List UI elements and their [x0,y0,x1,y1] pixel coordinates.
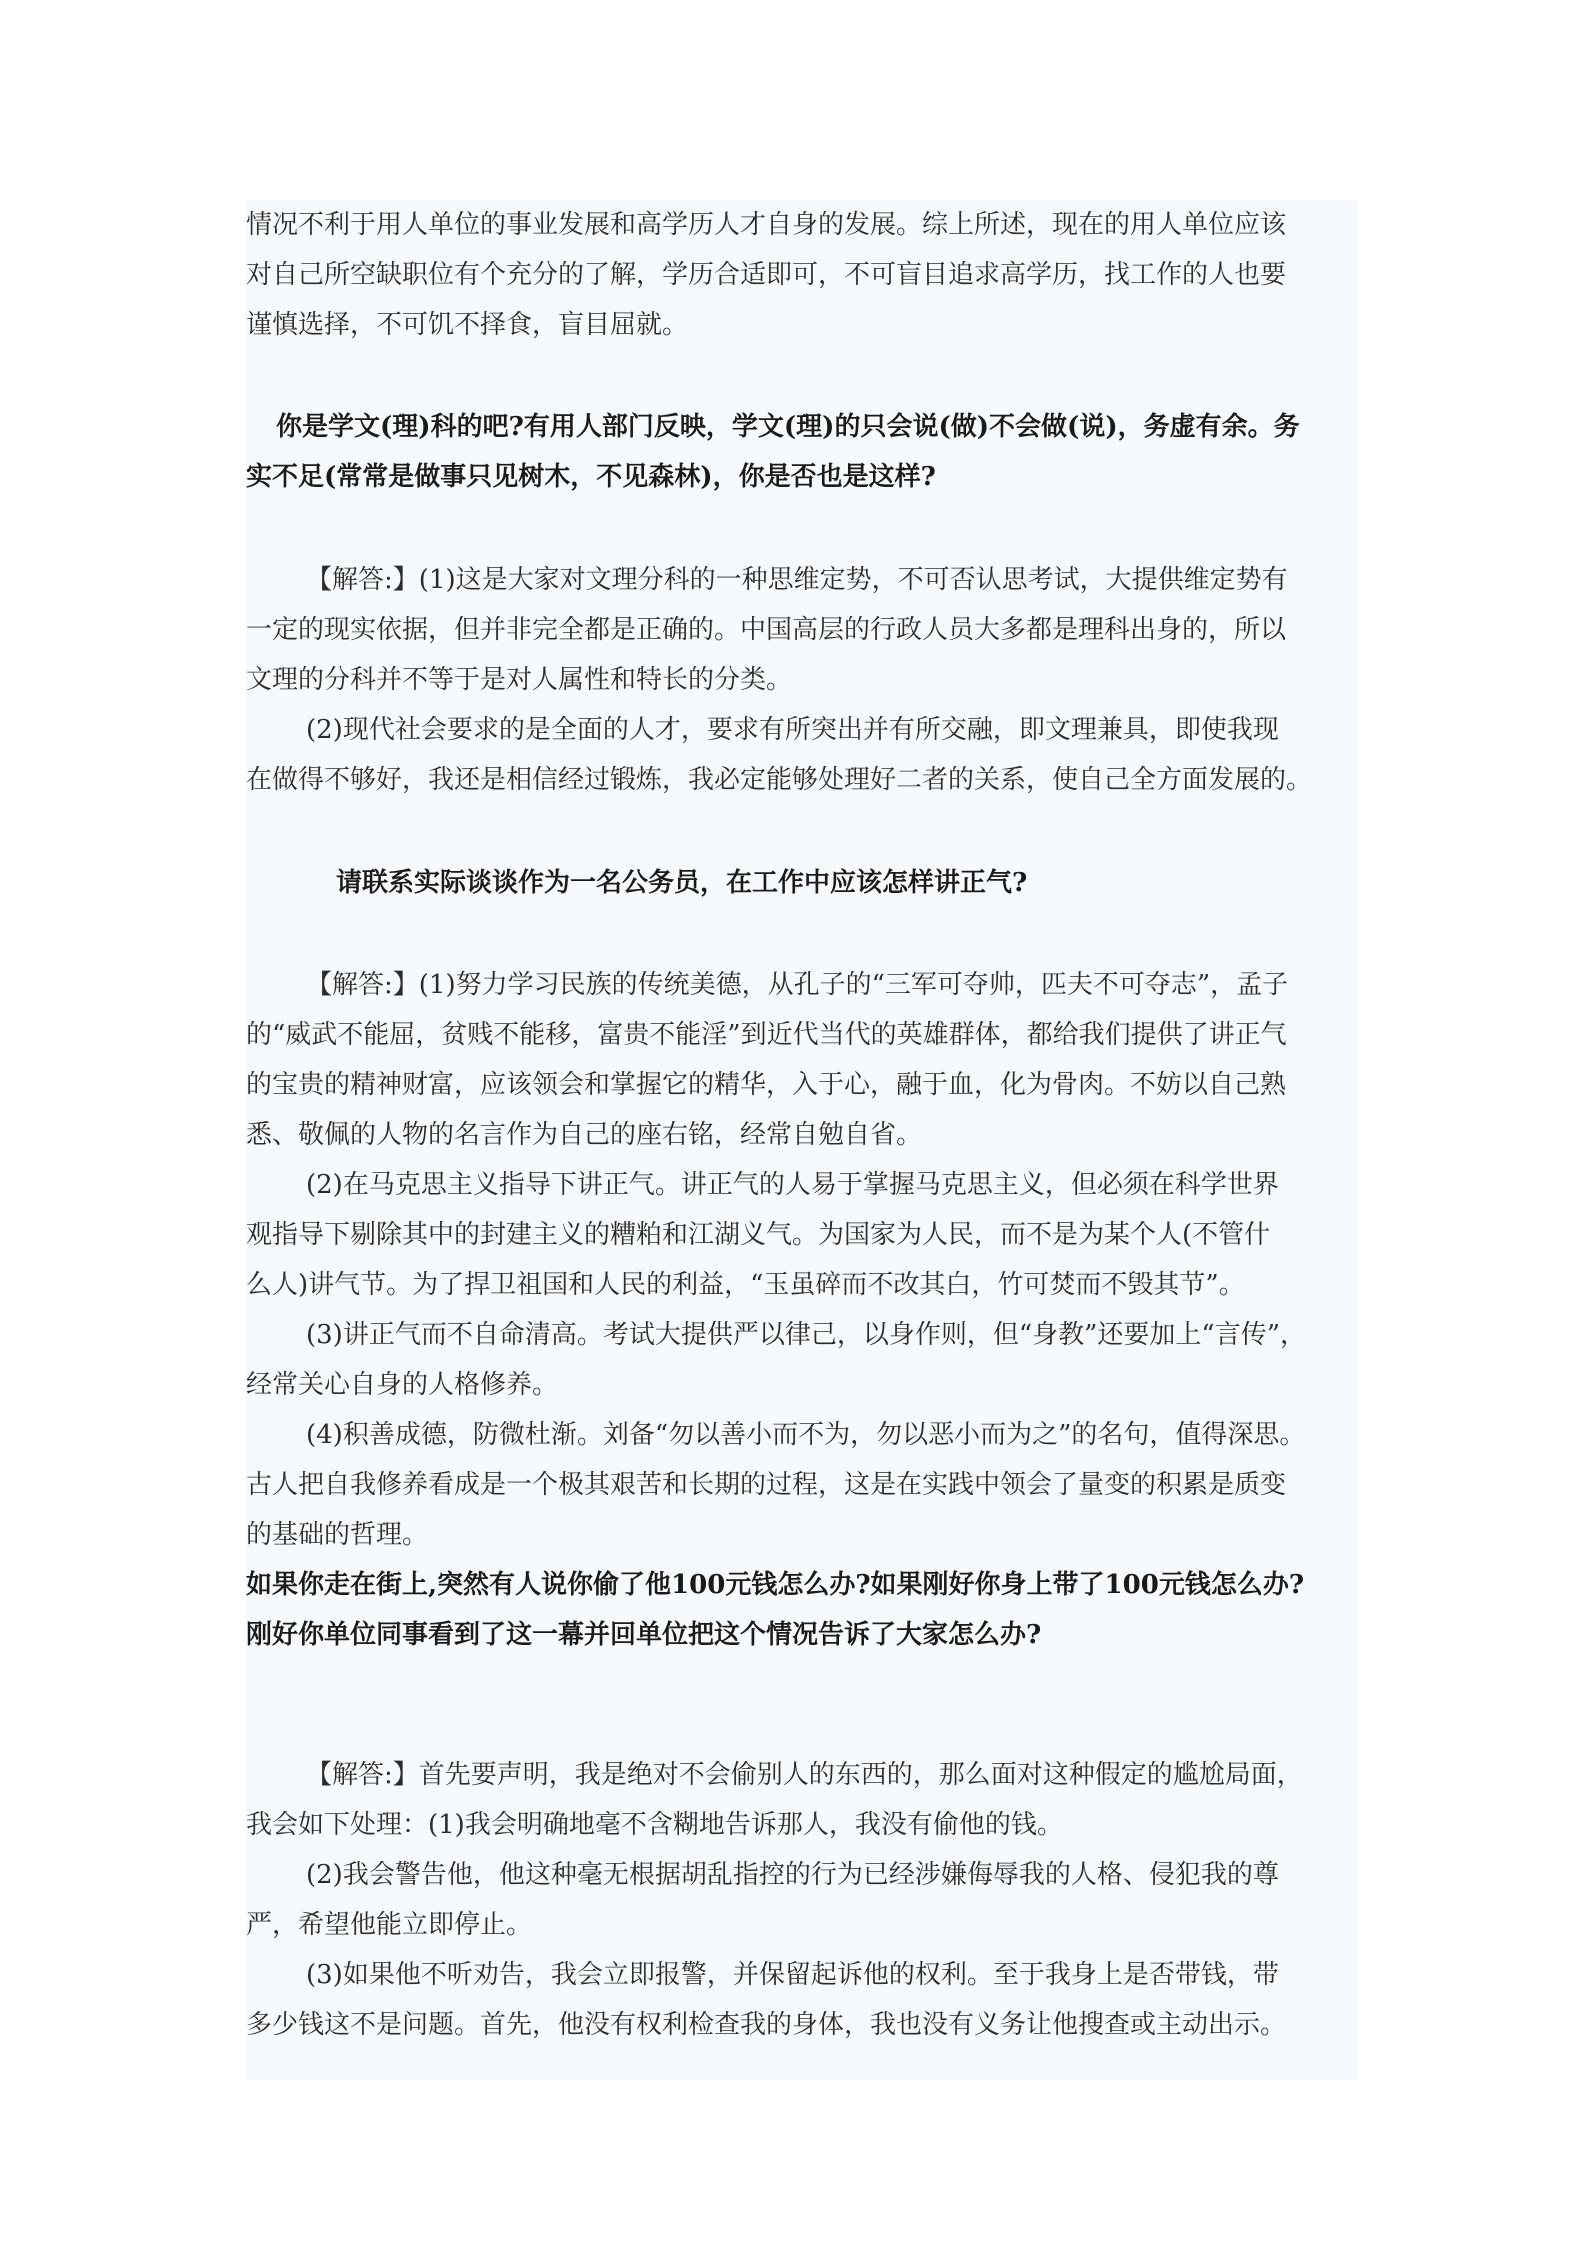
question-1 [246,402,1358,502]
answer-line: 【解答:】首先要声明，我是绝对不会偷别人的东西的，那么面对这种假定的尴尬局面， [306,1760,1303,1790]
text-line: 谨慎选择，不可饥不择食，盲目屈就。 [246,310,689,340]
answer-line: 【解答:】(1)这是大家对文理分科的一种思维定势，不可否认思考试，大提供维定势有 [306,565,1288,595]
answer-line: (2)现代社会要求的是全面的人才，要求有所突出并有所交融，即文理兼具，即使我现 [306,715,1279,745]
answer-line: 观指导下剔除其中的封建主义的糟粕和江湖义气。为国家为人民，而不是为某个人(不管什 [246,1220,1271,1250]
answer-line: (4)积善成德，防微杜渐。刘备“勿以善小而不为，勿以恶小而为之”的名句，值得深思。 [306,1420,1306,1450]
answer-3 [246,1750,1358,2050]
answer-line: 悉、敬佩的人物的名言作为自己的座右铭，经常自勉自省。 [246,1120,923,1150]
question-line: 请联系实际谈谈作为一名公务员，在工作中应该怎样讲正气? [336,868,1028,898]
text-line: 对自己所空缺职位有个充分的了解，学历合适即可，不可盲目追求高学历，找工作的人也要 [246,260,1287,290]
intro-paragraph [246,200,1358,350]
answer-2 [246,960,1358,1560]
question-line: 刚好你单位同事看到了这一幕并回单位把这个情况告诉了大家怎么办? [246,1620,1042,1650]
answer-line: 严，希望他能立即停止。 [246,1910,533,1940]
answer-line: 的宝贵的精神财富，应该领会和掌握它的精华，入于心，融于血，化为骨肉。不妨以自己熟 [246,1070,1287,1100]
answer-line: 的“威武不能屈，贫贱不能移，富贵不能淫”到近代当代的英雄群体，都给我们提供了讲正气 [246,1020,1287,1050]
answer-line: 【解答:】(1)努力学习民族的传统美德，从孔子的“三军可夺帅，匹夫不可夺志”，孟子 [306,970,1289,1000]
answer-line: (2)我会警告他，他这种毫无根据胡乱指控的行为已经涉嫌侮辱我的人格、侵犯我的尊 [306,1860,1279,1890]
question-3 [246,1560,1358,1660]
text-line: 情况不利于用人单位的事业发展和高学历人才自身的发展。综上所述，现在的用人单位应该 [246,210,1287,240]
question-line: 你是学文(理)科的吧?有用人部门反映，学文(理)的只会说(做)不会做(说)，务虚有余。务 [276,412,1300,442]
answer-line: 文理的分科并不等于是对人属性和特长的分类。 [246,665,793,695]
answer-line: (3)讲正气而不自命清高。考试大提供严以律己，以身作则，但“身教”还要加上“言传”， [306,1320,1306,1350]
answer-line: 的基础的哲理。 [246,1520,429,1550]
answer-line: 一定的现实依据，但并非完全都是正确的。中国高层的行政人员大多都是理科出身的，所以 [246,615,1287,645]
answer-line: (2)在马克思主义指导下讲正气。讲正气的人易于掌握马克思主义，但必须在科学世界 [306,1170,1279,1200]
answer-1 [246,555,1358,805]
answer-line: 多少钱这不是问题。首先，他没有权利检查我的身体，我也没有义务让他搜查或主动出示。 [246,2010,1287,2040]
question-line: 实不足(常常是做事只见树木，不见森林)，你是否也是这样? [246,462,936,492]
document-content [246,200,1358,2080]
answer-line: (3)如果他不听劝告，我会立即报警，并保留起诉他的权利。至于我身上是否带钱，带 [306,1960,1279,1990]
answer-line: 经常关心自身的人格修养。 [246,1370,559,1400]
answer-line: 在做得不够好，我还是相信经过锻炼，我必定能够处理好二者的关系，使自己全方面发展的。 [246,765,1313,795]
answer-line: 古人把自我修养看成是一个极其艰苦和长期的过程，这是在实践中领会了量变的积累是质变 [246,1470,1287,1500]
answer-line: 么人)讲气节。为了捍卫祖国和人民的利益，“玉虽碎而不改其白，竹可焚而不毁其节”。 [246,1270,1245,1300]
question-2 [246,858,1358,908]
question-line: 如果你走在街上,突然有人说你偷了他100元钱怎么办?如果刚好你身上带了100元钱怎么办? [246,1570,1305,1600]
answer-line: 我会如下处理：(1)我会明确地毫不含糊地告诉那人，我没有偷他的钱。 [246,1810,1063,1840]
